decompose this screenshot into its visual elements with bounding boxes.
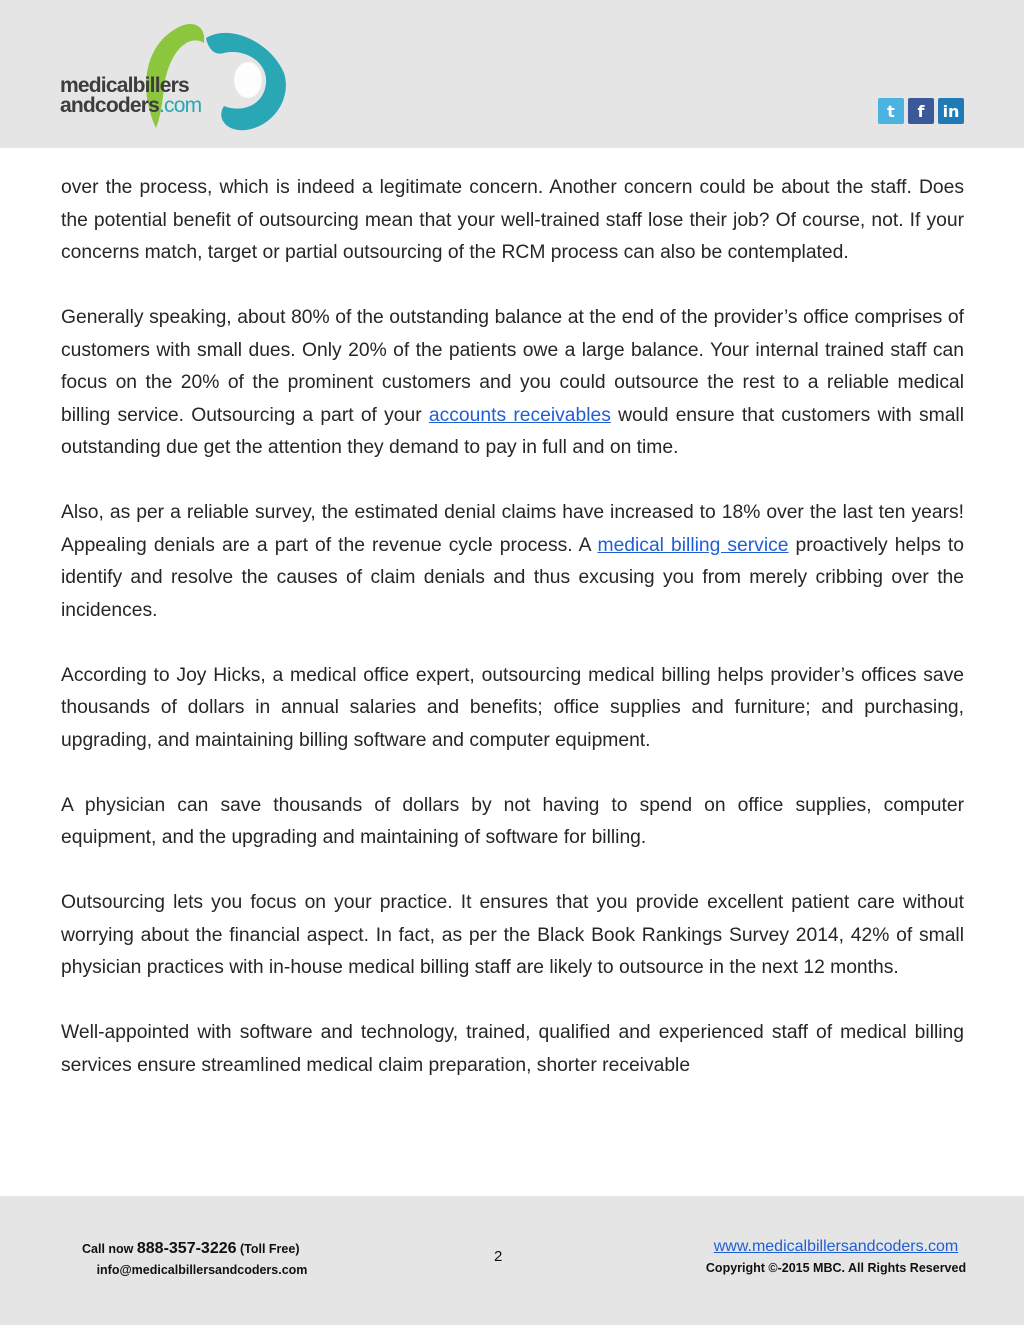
paragraph-4: According to Joy Hicks, a medical office expert, outsourcing medical billing helps provider’s offices save thousands of dollars in annual salaries and benefits; office supplies and furniture; and purchasing, upgrading, and maintaining billing software and computer equipment. [61, 664, 964, 751]
paragraph-7: Well-appointed with software and technology, trained, qualified and experienced staff of medical billing services ensure streamlined medical claim preparation, shorter receivable [61, 1022, 964, 1076]
social-links [878, 98, 964, 124]
phone-number[interactable]: 888-357-3226 [136, 1240, 237, 1257]
paragraph-5: A physician can save thousands of dollars by not having to spend on office supplies, computer equipment, and the upgrading and maintaining of software for billing. [61, 794, 964, 848]
call-now-label: Call now [82, 1242, 137, 1256]
footer-call-line [82, 1238, 322, 1260]
logo-line-2 [60, 96, 201, 116]
medical-billing-service-link[interactable]: medical billing service [597, 534, 789, 556]
page-number: 2 [494, 1248, 503, 1265]
linkedin-icon[interactable]: in [938, 98, 964, 124]
paragraph-2-text-a: Generally speaking, about 80% of the outstanding balance at the end of the provider’s office comprises of customers with small dues. Only 20% of the patients owe a large balance. Your internal trained staff can focus on the 20% of the prominent customers and you could outsource the rest to a reliable medical billing service. Outsourcing a part of your [61, 307, 964, 426]
accounts-receivables-link[interactable]: accounts receivables [428, 404, 611, 426]
facebook-icon[interactable]: f [908, 98, 934, 124]
paragraph-2-text-b: would ensure that customers with small outstanding due get the attention they demand to pay in full and on time. [61, 404, 964, 458]
article-body [61, 172, 964, 1115]
paragraph-2 [61, 302, 964, 465]
paragraph-1: over the process, which is indeed a legitimate concern. Another concern could be about the staff. Does the potential benefit of outsourcing mean that your well-trained staff lose their job? Of course, not. If your concerns match, target or partial outsourcing of the RCM process can also be contemplated. [61, 177, 964, 263]
company-logo[interactable] [56, 18, 296, 133]
paragraph-3-text-a: Also, as per a reliable survey, the estimated denial claims have increased to 18% over the last ten years! Appealing denials are a part of the revenue cycle process. A [61, 502, 964, 556]
website-link[interactable]: www.medicalbillersandcoders.com [713, 1238, 959, 1255]
footer-contact [82, 1238, 322, 1281]
footer-website-block [696, 1236, 976, 1278]
page-header [0, 0, 1024, 148]
paragraph-6: Outsourcing lets you focus on your practice. It ensures that you provide excellent patient care without worrying about the financial aspect. In fact, as per the Black Book Rankings Survey 2014, 42% of small physician practices with in-house medical billing staff are likely to outsource in the next 12 months. [61, 892, 964, 978]
paragraph-3-text-b: proactively helps to identify and resolve the causes of claim denials and thus excusing you from merely cribbing over the incidences. [61, 534, 965, 621]
toll-free-label: (Toll Free) [236, 1242, 300, 1256]
footer-email[interactable]: info@medicalbillersandcoders.com [96, 1263, 308, 1277]
twitter-icon[interactable]: t [878, 98, 904, 124]
logo-line-2-main: andcoders [60, 94, 159, 117]
copyright-text: Copyright ©-2015 MBC. All Rights Reserved [705, 1261, 967, 1275]
page-footer [0, 1196, 1024, 1325]
logo-wordmark [60, 76, 201, 116]
paragraph-3 [61, 497, 964, 627]
logo-line-2-suffix: .com [159, 94, 202, 117]
logo-line-1: medicalbillers [60, 74, 189, 97]
